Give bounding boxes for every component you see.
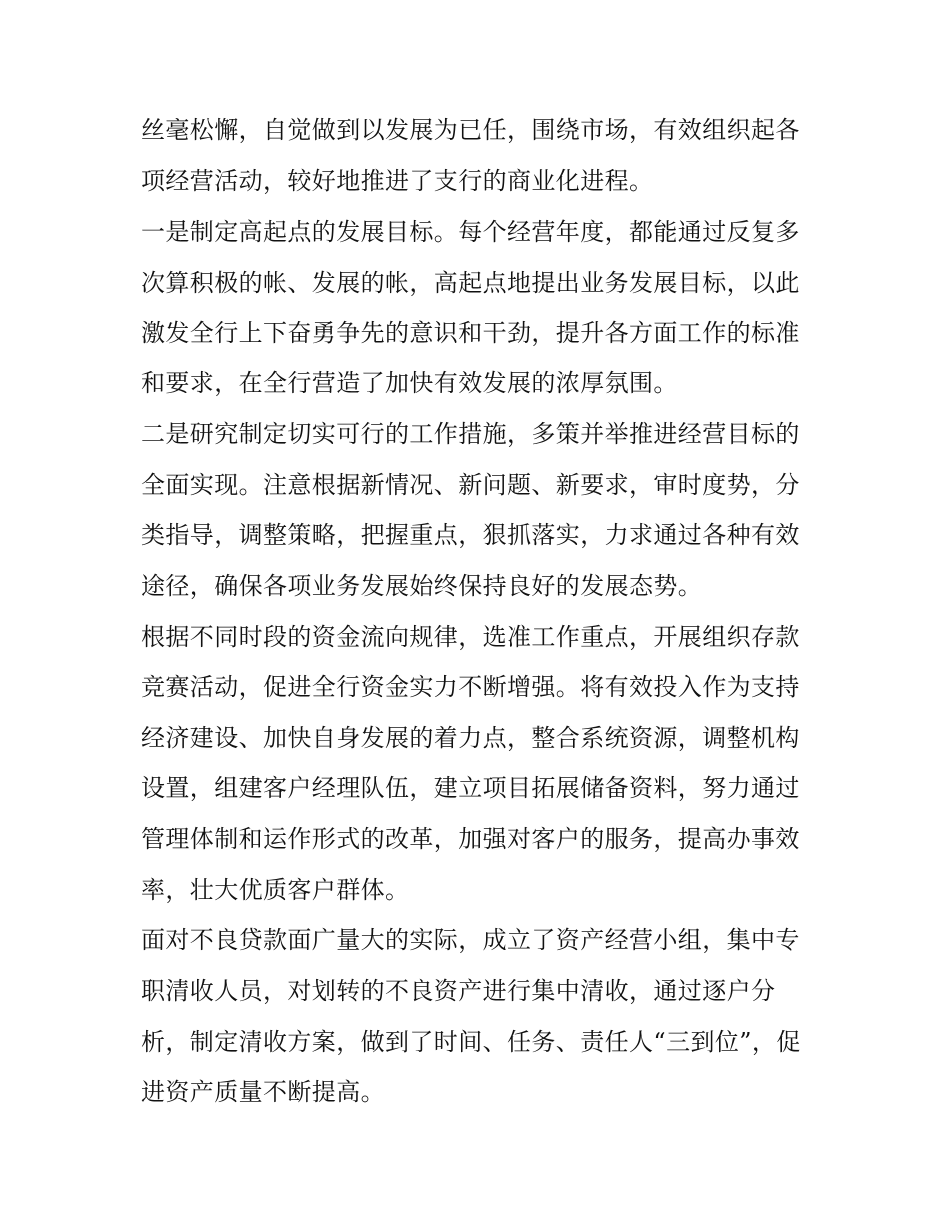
text-line: 类指导，调整策略，把握重点，狠抓落实，力求通过各种有效 (141, 521, 800, 549)
text-line: 根据不同时段的资金流向规律，选准工作重点，开展组织存款 (141, 623, 800, 651)
text-line: 竞赛活动，促进全行资金实力不断增强。将有效投入作为支持 (141, 673, 800, 701)
text-line: 项经营活动，较好地推进了支行的商业化进程。 (141, 167, 654, 195)
text-line: 经济建设、加快自身发展的着力点，整合系统资源，调整机构 (141, 724, 800, 752)
text-line: 析，制定清收方案，做到了时间、任务、责任人“三到位”，促 (141, 1028, 801, 1056)
text-line: 面对不良贷款面广量大的实际，成立了资产经营小组，集中专 (141, 926, 800, 954)
text-line: 次算积极的帐、发展的帐，高起点地提出业务发展目标，以此 (141, 269, 800, 297)
text-line: 丝毫松懈，自觉做到以发展为已任，围绕市场，有效组织起各 (141, 116, 800, 144)
text-line: 二是研究制定切实可行的工作措施，多策并举推进经营目标的 (141, 420, 800, 448)
text-line: 管理体制和运作形式的改革，加强对客户的服务，提高办事效 (141, 825, 800, 853)
text-line: 一是制定高起点的发展目标。每个经营年度，都能通过反复多 (141, 218, 800, 246)
text-line: 全面实现。注意根据新情况、新问题、新要求，审时度势，分 (141, 471, 800, 499)
text-line: 职清收人员，对划转的不良资产进行集中清收，通过逐户分 (141, 977, 776, 1005)
text-line: 设置，组建客户经理队伍，建立项目拓展储备资料，努力通过 (141, 774, 800, 802)
text-line: 率，壮大优质客户群体。 (141, 876, 410, 904)
text-line: 进资产质量不断提高。 (141, 1078, 385, 1106)
text-line: 途径，确保各项业务发展始终保持良好的发展态势。 (141, 572, 703, 600)
text-line: 和要求，在全行营造了加快有效发展的浓厚氛围。 (141, 369, 678, 397)
text-line: 激发全行上下奋勇争先的意识和干劲，提升各方面工作的标准 (141, 319, 800, 347)
